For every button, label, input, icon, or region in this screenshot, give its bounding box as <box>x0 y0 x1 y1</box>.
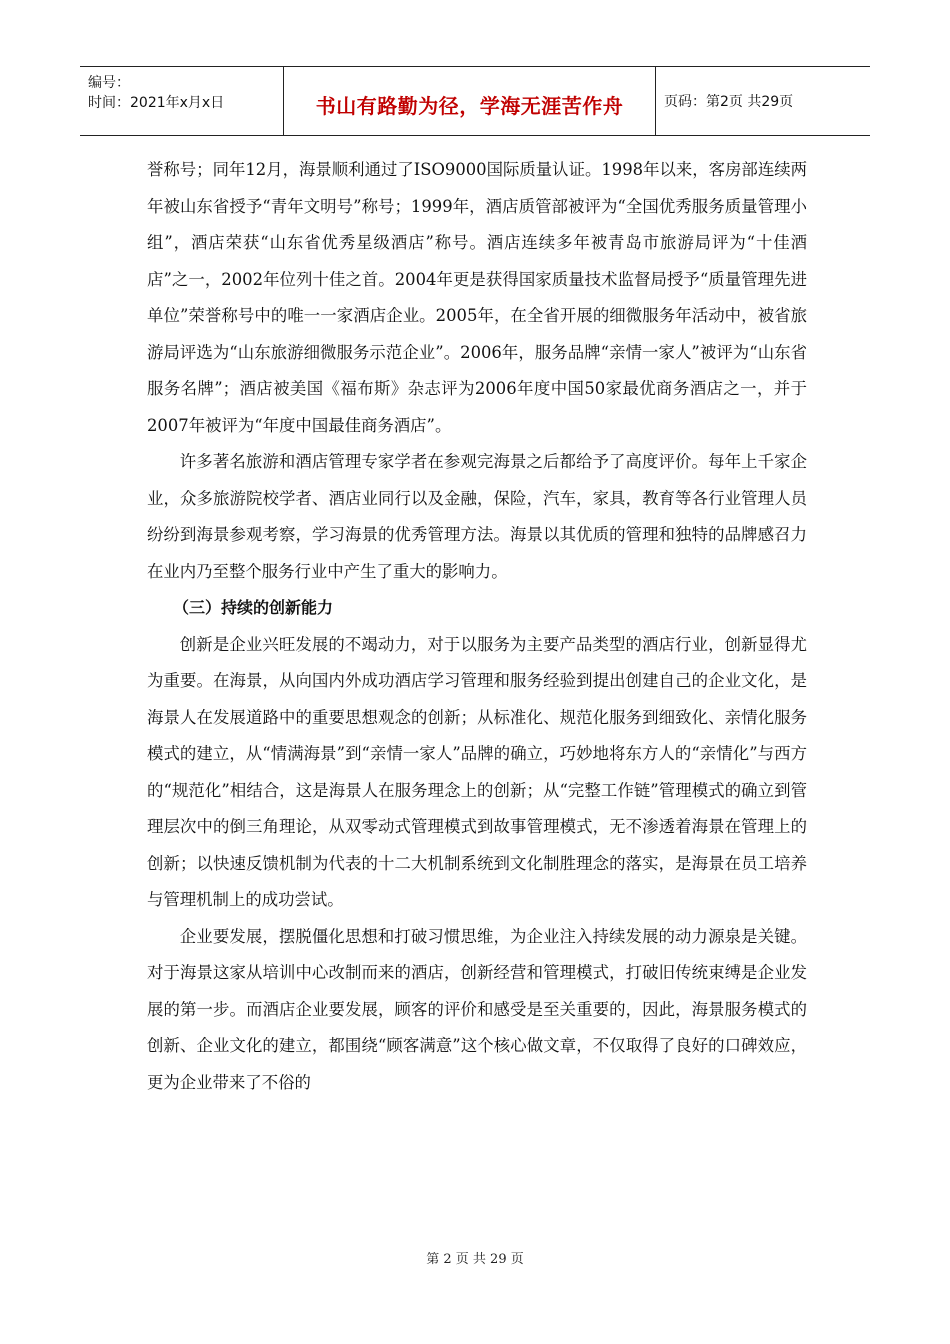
header-meta-cell <box>80 67 284 135</box>
paragraph-innovation: 创新是企业兴旺发展的不竭动力，对于以服务为主要产品类型的酒店行业，创新显得尤为重要。在海景，从向国内外成功酒店学习管理和服务经验到提出创建自己的企业文化，是海景人在发展道路中的重要思想观念的创新；从标准化、规范化服务到细致化、亲情化服务模式的建立，从“情满海景”到“亲情一家人”品牌的确立，巧妙地将东方人的“亲情化”与西方的“规范化”相结合，这是海景人在服务理念上的创新；从“完整工作链”管理模式的确立到管理层次中的倒三角理论，从双零动式管理模式到故事管理模式，无不渗透着海景在管理上的创新；以快速反馈机制为代表的十二大机制系统到文化制胜理念的落实，是海景在员工培养与管理机制上的成功尝试。 <box>147 634 807 909</box>
header-motto-cell <box>284 67 656 135</box>
time-label: 时间：2021年x月x日 <box>88 95 225 111</box>
section-heading-innovation: （三）持续的创新能力 <box>173 598 334 617</box>
paragraph-development: 企业要发展，摆脱僵化思想和打破习惯思维，为企业注入持续发展的动力源泉是关键。对于海景这家从培训中心改制而来的酒店，创新经营和管理模式，打破旧传统束缚是企业发展的第一步。而酒店企业要发展，顾客的评价和感受是至关重要的，因此，海景服务模式的创新、企业文化的建立，都围绕“顾客满意”这个核心做文章，不仅取得了良好的口碑效应，更为企业带来了不俗的 <box>147 926 807 1092</box>
paragraph-awards: 誉称号；同年12月，海景顺利通过了ISO9000国际质量认证。1998年以来，客房部连续两年被山东省授予“青年文明号”称号；1999年，酒店质管部被评为“全国优秀服务质量管理小组”，酒店荣获“山东省优秀星级酒店”称号。酒店连续多年被青岛市旅游局评为“十佳酒店”之一，2002年位列十佳之首。2004年更是获得国家质量技术监督局授予“质量管理先进单位”荣誉称号中的唯一一家酒店企业。2005年，在全省开展的细微服务年活动中，被省旅游局评选为“山东旅游细微服务示范企业”。2006年，服务品牌“亲情一家人”被评为“山东省服务名牌”；酒店被美国《福布斯》杂志评为2006年度中国50家最优商务酒店之一，并于2007年被评为“年度中国最佳商务酒店”。 <box>147 160 807 435</box>
page-info: 页码：第2页 共29页 <box>664 94 794 110</box>
number-label: 编号： <box>88 75 130 91</box>
page-footer: 第 2 页 共 29 页 <box>426 1252 524 1267</box>
motto-text: 书山有路勤为径，学海无涯苦作舟 <box>315 93 624 118</box>
document-body <box>147 152 807 1101</box>
paragraph-evaluation: 许多著名旅游和酒店管理专家学者在参观完海景之后都给予了高度评价。每年上千家企业，众多旅游院校学者、酒店业同行以及金融，保险，汽车，家具，教育等各行业管理人员纷纷到海景参观考察，学习海景的优秀管理方法。海景以其优质的管理和独特的品牌感召力在业内乃至整个服务行业中产生了重大的影响力。 <box>147 452 807 581</box>
page-header <box>80 66 870 136</box>
header-page-cell <box>656 67 870 135</box>
